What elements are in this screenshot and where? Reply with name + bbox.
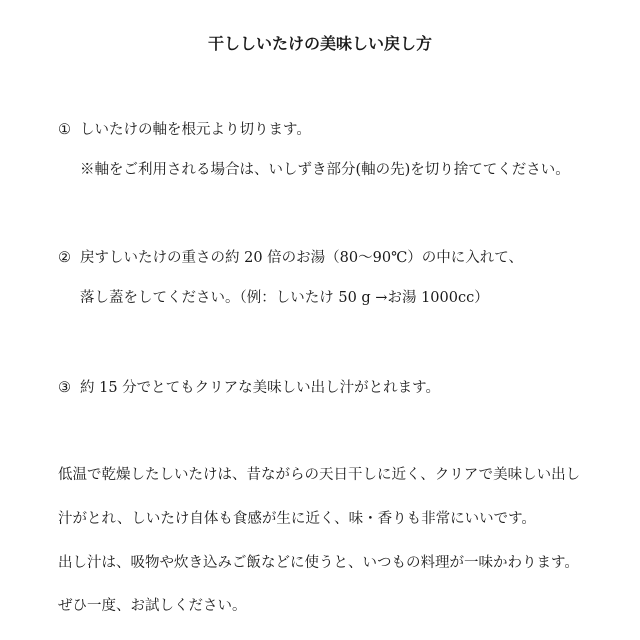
paragraph-line: 低温で乾燥したしいたけは、昔ながらの天日干しに近く、クリアで美味しい出し (58, 467, 581, 483)
step-text: 約 15 分でとてもクリアな美味しい出し汁がとれます。 (80, 380, 441, 396)
paragraph-line: 汁がとれ、しいたけ自体も食感が生に近く、味・香りも非常にいいです。 (58, 511, 536, 527)
step-text: しいたけの軸を根元より切ります。 (80, 122, 311, 138)
step-2 (58, 248, 523, 268)
step-3 (58, 378, 440, 398)
step-2-continued: 落し蓋をしてください。（例：しいたけ 50 g →お湯 1000cc） (80, 290, 489, 306)
paragraph-line: ぜひ一度、お試しください。 (58, 598, 247, 614)
step-number: ② (58, 250, 71, 266)
step-number: ① (58, 122, 71, 138)
page-title: 干ししいたけの美味しい戻し方 (207, 34, 432, 53)
step-1 (58, 120, 311, 140)
step-1-note: ※軸をご利用される場合は、いしずき部分(軸の先)を切り捨ててください。 (80, 162, 570, 178)
step-number: ③ (58, 380, 71, 396)
step-text: 戻すしいたけの重さの約 20 倍のお湯（80〜90℃）の中に入れて、 (80, 250, 523, 266)
paragraph-line: 出し汁は、吸物や炊き込みご飯などに使うと、いつもの料理が一味かわります。 (58, 555, 579, 571)
